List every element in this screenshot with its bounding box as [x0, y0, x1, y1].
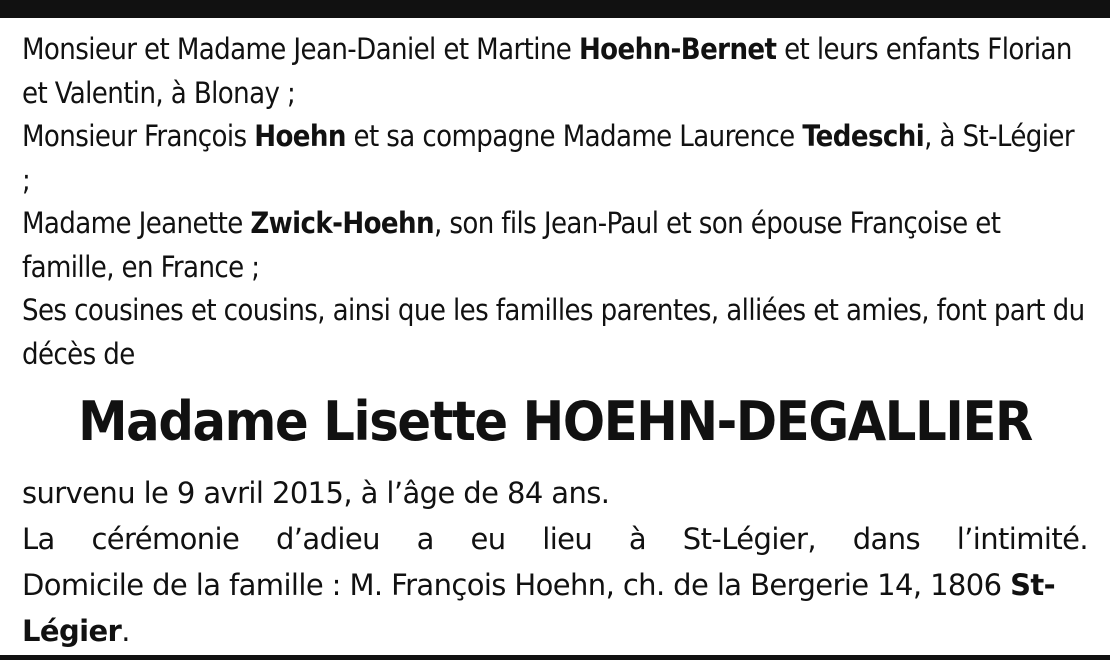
- family-name-bold: Hoehn-Bernet: [578, 32, 777, 66]
- bottom-border-rule: [0, 655, 1110, 660]
- family-entry-zwick-hoehn: [22, 202, 1088, 289]
- family-name-bold: Zwick-Hoehn: [250, 206, 434, 240]
- family-entry-relatives: Ses cousines et cousins, ainsi que les familles parentes, alliées et amies, font part du décès de: [22, 293, 1085, 371]
- family-announcement: [22, 28, 1088, 376]
- family-entry-hoehn: [22, 115, 1088, 202]
- entry-text: Madame Jeanette: [22, 206, 251, 240]
- family-entry-hoehn-bernet: [22, 28, 1088, 115]
- family-address: [22, 562, 1088, 654]
- ceremony-line: La cérémonie d’adieu a eu lieu à St-Légier, dans l’intimité.: [22, 522, 1088, 556]
- entry-text: , son fils Jean-Paul et son épouse Françoise et famille, en France ;: [22, 206, 1001, 284]
- entry-text: Monsieur et Madame Jean-Daniel et Martine: [22, 32, 579, 66]
- address-text: Domicile de la famille : M. François Hoehn, ch. de la Bergerie 14, 1806: [22, 568, 1002, 602]
- entry-text: et leurs enfants Florian et Valentin, à Blonay ;: [22, 32, 1072, 110]
- entry-text: Monsieur François: [22, 119, 255, 153]
- notice-details: [22, 470, 1088, 654]
- top-border-rule: [0, 0, 1110, 18]
- address-city-bold: St-Légier: [22, 568, 1056, 648]
- deceased-name-headline: Madame Lisette HOEHN-DEGALLIER: [78, 390, 1032, 453]
- entry-text: et sa compagne Madame Laurence: [345, 119, 803, 153]
- address-end: .: [121, 614, 130, 648]
- entry-text: , à St-Légier ;: [22, 119, 1074, 197]
- death-date-line: survenu le 9 avril 2015, à l’âge de 84 ans.: [22, 476, 610, 510]
- family-name-bold: Tedeschi: [802, 119, 925, 153]
- family-name-bold: Hoehn: [254, 119, 346, 153]
